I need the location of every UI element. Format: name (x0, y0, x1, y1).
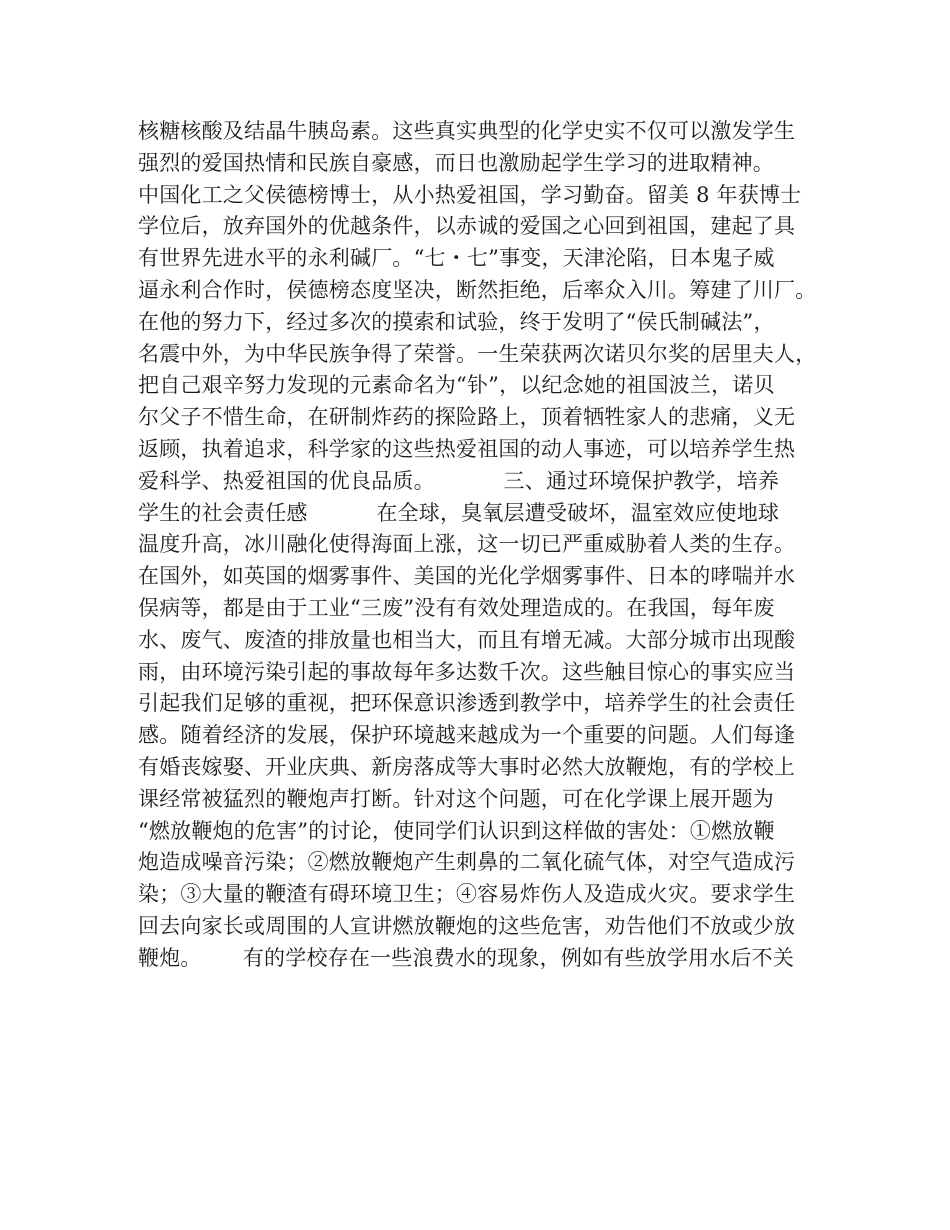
text-line: 在国外，如英国的烟雾事件、美国的光化学烟雾事件、日本的哮喘并水 (138, 564, 796, 589)
text-line: 染；③大量的鞭渣有碍环境卫生；④容易炸伤人及造成火灾。要求学生 (138, 882, 796, 907)
text-line: 学位后，放弃国外的优越条件，以赤诚的爱国之心回到祖国，建起了具 (138, 214, 796, 239)
text-line: 有世界先进水平的永利碱厂。“七・七”事变，天津沦陷，日本鬼子威 (138, 246, 775, 271)
text-line: 回去向家长或周围的人宣讲燃放鞭炮的这些危害，劝告他们不放或少放 (138, 913, 796, 938)
text-line: “燃放鞭炮的危害”的讨论，使同学们认识到这样做的害处：①燃放鞭 (138, 818, 775, 843)
text-line: 有婚丧嫁娶、开业庆典、新房落成等大事时必然大放鞭炮，有的学校上 (138, 754, 796, 779)
text-line: 把自己艰辛努力发现的元素命名为“钋”，以纪念她的祖国波兰，诺贝 (138, 373, 775, 398)
text-line: 返顾，执着追求，科学家的这些热爱祖国的动人事迹，可以培养学生热 (138, 436, 796, 461)
text-line: 温度升高，冰川融化使得海面上涨，这一切已严重威胁着人类的生存。 (138, 532, 796, 557)
body-text (138, 116, 838, 975)
text-line: 引起我们足够的重视，把环保意识渗透到教学中，培养学生的社会责任 (138, 691, 796, 716)
text-line: 核糖核酸及结晶牛胰岛素。这些真实典型的化学史实不仅可以激发学生 (138, 119, 796, 143)
text-line: 雨，由环境污染引起的事故每年多达数千次。这些触目惊心的事实应当 (138, 659, 796, 684)
text-line: 俣病等，都是由于工业“三废”没有有效处理造成的。在我国，每年废 (138, 595, 775, 620)
text-line: 水、废气、废渣的排放量也相当大，而且有增无减。大部分城市出现酸 (138, 627, 796, 652)
text-line: 中国化工之父侯德榜博士，从小热爱祖国，学习勤奋。留美 8 年获博士 (138, 182, 802, 207)
text-line: 尔父子不惜生命，在研制炸药的探险路上，顶着牺牲家人的悲痛，义无 (138, 405, 796, 430)
text-line: 在他的努力下，经过多次的摸索和试验，终于发明了“侯氏制碱法”， (138, 309, 775, 334)
text-line: 逼永利合作时，侯德榜态度坚决，断然拒绝，后率众入川。筹建了川厂。 (138, 277, 817, 302)
text-line: 课经常被猛烈的鞭炮声打断。针对这个问题，可在化学课上展开题为 (138, 786, 774, 811)
text-line: 名震中外，为中华民族争得了荣誉。一生荣获两次诺贝尔奖的居里夫人， (138, 341, 817, 366)
text-line: 感。随着经济的发展，保护环境越来越成为一个重要的问题。人们每逢 (138, 723, 796, 748)
text-line: 炮造成噪音污染；②燃放鞭炮产生刺鼻的二氧化硫气体，对空气造成污 (138, 850, 796, 875)
text-line: 鞭炮。 有的学校存在一些浪费水的现象，例如有些放学用水后不关 (138, 945, 795, 970)
text-line: 强烈的爱国热情和民族自豪感，而日也激励起学生学习的进取精神。 (138, 150, 774, 175)
text-line: 学生的社会责任感 在全球，臭氧层遭受破坏，温室效应使地球 (138, 500, 780, 525)
text-line: 爱科学、热爱祖国的优良品质。 三、通过环境保护教学，培养 (138, 468, 780, 493)
